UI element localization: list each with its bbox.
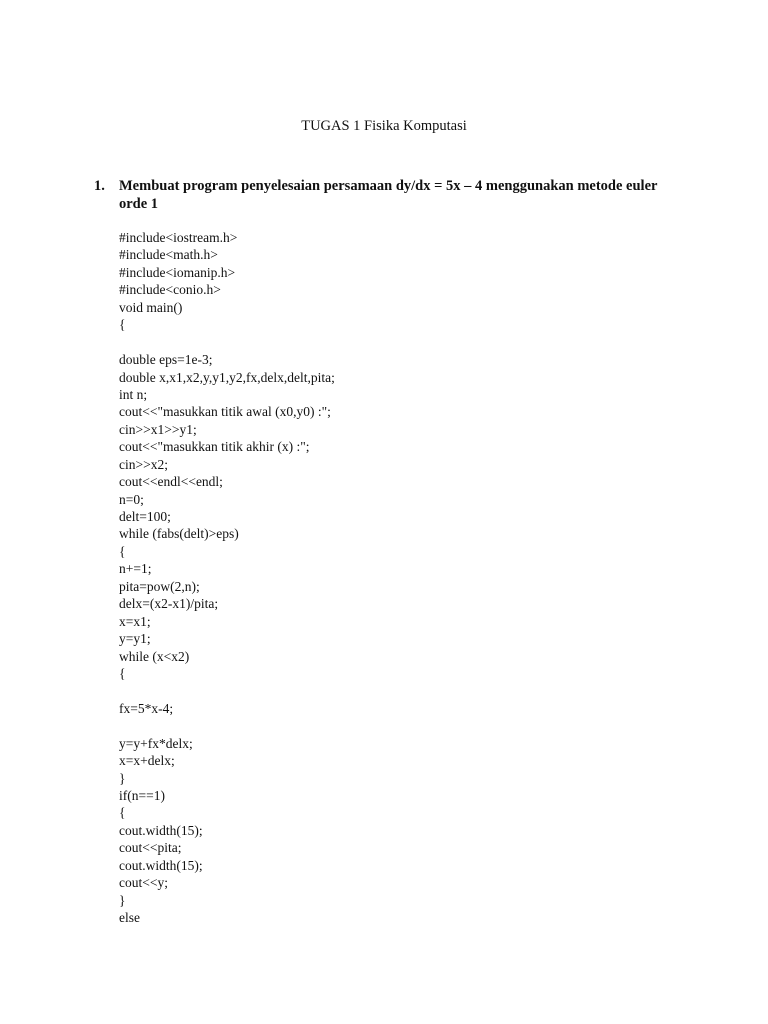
code-line: #include<iostream.h> (119, 230, 238, 245)
code-line: cout<<"masukkan titik akhir (x) :"; (119, 439, 310, 455)
code-line: x=x1; (119, 613, 151, 629)
code-line: { (119, 543, 126, 559)
code-line: { (119, 665, 126, 681)
list-item-heading: Membuat program penyelesaian persamaan dy/dx = 5x – 4 menggunakan metode euler orde 1 (119, 178, 658, 212)
code-line: cout<<y; (119, 875, 168, 891)
list-item-number: 1. (94, 178, 105, 194)
code-line (119, 682, 335, 699)
code-line: cout<<pita; (119, 840, 182, 856)
code-line: void main() (119, 299, 183, 315)
code-block (119, 229, 335, 927)
code-line: #include<math.h> (119, 247, 218, 263)
code-line: cin>>x1>>y1; (119, 421, 197, 437)
code-line: { (119, 317, 126, 333)
code-line: double eps=1e-3; (119, 352, 213, 368)
code-line: fx=5*x-4; (119, 700, 174, 716)
code-line: #include<iomanip.h> (119, 264, 236, 280)
code-line: cout.width(15); (119, 857, 203, 873)
code-line: else (119, 910, 140, 926)
code-line: cout<<"masukkan titik awal (x0,y0) :"; (119, 404, 331, 420)
code-line: if(n==1) (119, 788, 165, 803)
code-line: delx=(x2-x1)/pita; (119, 596, 219, 612)
document-title: TUGAS 1 Fisika Komputasi (301, 118, 467, 134)
code-line: } (119, 770, 126, 786)
code-line: y=y+fx*delx; (119, 735, 193, 751)
code-line: cin>>x2; (119, 456, 168, 472)
code-line: pita=pow(2,n); (119, 578, 200, 594)
code-line: n=0; (119, 491, 144, 507)
code-line (119, 717, 335, 734)
code-line: while (x<x2) (119, 648, 190, 664)
code-line: double x,x1,x2,y,y1,y2,fx,delx,delt,pita; (119, 369, 335, 385)
code-line: x=x+delx; (119, 753, 175, 769)
code-line: delt=100; (119, 509, 171, 524)
code-line: cout.width(15); (119, 822, 203, 838)
code-line (119, 334, 335, 351)
code-line: } (119, 892, 126, 908)
code-line: cout<<endl<<endl; (119, 474, 223, 490)
code-line: while (fabs(delt)>eps) (119, 526, 239, 542)
code-line: y=y1; (119, 631, 151, 647)
code-line: n+=1; (119, 561, 152, 577)
code-line: #include<conio.h> (119, 282, 221, 298)
code-line: int n; (119, 386, 148, 402)
code-line: { (119, 805, 126, 821)
